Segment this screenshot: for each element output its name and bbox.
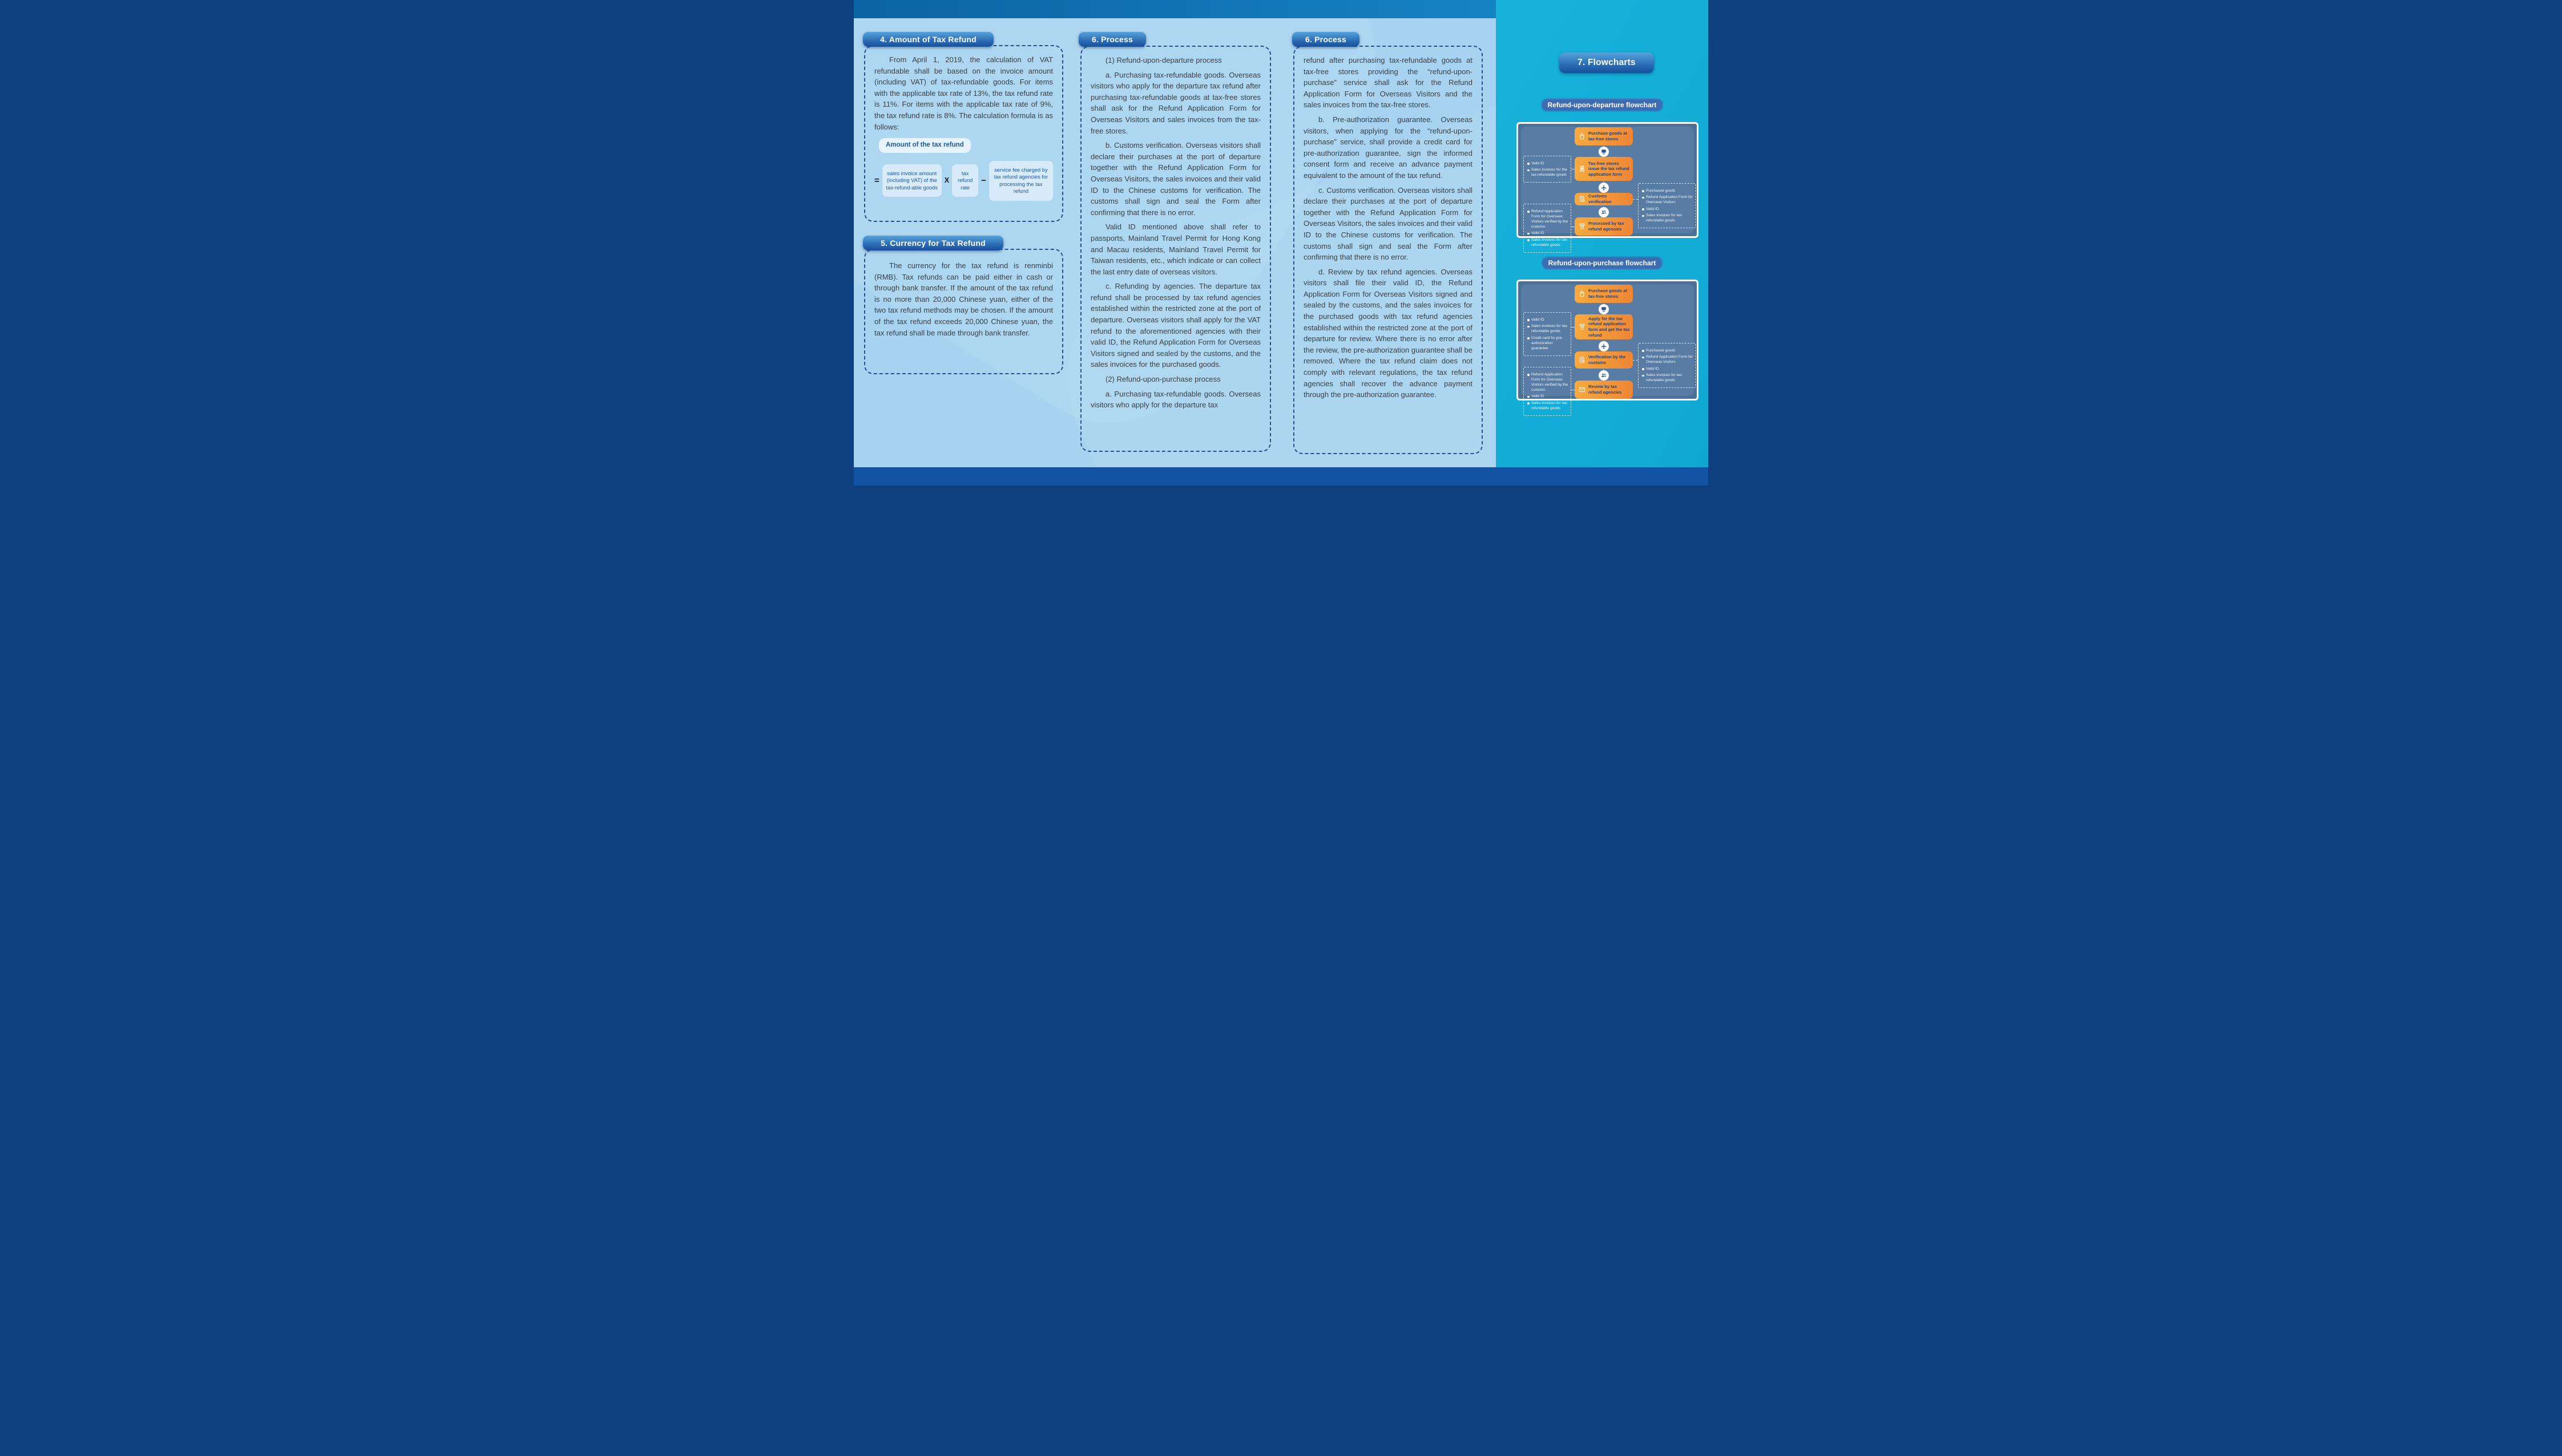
formula-label: Amount of the tax refund	[879, 138, 971, 153]
receipt-icon	[1578, 165, 1586, 173]
document-check-icon	[1578, 356, 1586, 364]
svg-text:¥: ¥	[1581, 225, 1583, 229]
flow-step: ¥ Processed by tax refund agencies	[1575, 217, 1633, 236]
section6a-title: 6. Process	[1091, 35, 1133, 44]
paragraph: c. Refunding by agencies. The departure tax refund shall be processed by tax refund agencies established within the restricted zone at the port of departure. Overseas visitors shall apply for the VAT refund to the aforementioned agencies with their valid ID, the Refund Application Form for Overseas Visitors signed and sealed by the customs, and the sales invoices for the purchased goods.	[1091, 282, 1261, 369]
section4-box	[864, 45, 1063, 222]
section5-box	[864, 249, 1063, 374]
section5-body: The currency for the tax refund is renminbi (RMB). Tax refunds can be paid either in cash or through bank transfer. If the amount of the tax refund is no more than 20,000 Chinese yuan, either of the two tax refund methods may be chosen. If the amount of the tax refund exceeds 20,000 Chinese yuan, the tax refund shall be made through bank transfer.	[874, 261, 1053, 337]
flowcharts-column	[1496, 0, 1708, 467]
paragraph: a. Purchasing tax-refundable goods. Overseas visitors who apply for the departure tax refund after purchasing tax-refundable goods at tax-free stores shall ask for the Refund Application Form for Overseas Visitors and sales invoices from the tax-free stores.	[1091, 70, 1261, 135]
people-icon	[1599, 207, 1609, 217]
paragraph: c. Customs verification. Overseas visitors shall declare their purchases at the port of departure together with the Refund Application Form for Overseas Visitors, the sales invoices and their valid ID to the Chinese customs for verification. The customs shall sign and seal the Form after confirming that there is no error.	[1304, 185, 1473, 262]
section7-heading	[1559, 52, 1654, 73]
bottom-band	[854, 467, 1708, 486]
flow-step: Review by tax refund agencies	[1575, 381, 1633, 399]
flow-note: Valid ID Sales invoices for tax-refundable goods Credit card for pre-authorization guarantee	[1523, 312, 1571, 356]
flowchart-departure	[1516, 122, 1698, 248]
section5-heading	[863, 236, 1003, 250]
section4-title: 4. Amount of Tax Refund	[880, 35, 977, 44]
paragraph: a. Purchasing tax-refundable goods. Overseas visitors who apply for the departure tax	[1091, 389, 1261, 410]
formula-box-service-fee: service fee charged by tax refund agencies for processing the tax refund	[989, 161, 1053, 201]
shopping-bag-icon	[1578, 132, 1586, 140]
flow-note: Refund Application Form for Overseas Visitors verified by the customs Valid ID Sales invoices for tax-refundable goods	[1523, 367, 1571, 416]
paragraph: (2) Refund-upon-purchase process	[1106, 375, 1221, 384]
formula-equals: =	[874, 175, 879, 185]
section6a-box	[1080, 46, 1271, 452]
flow-step: Tax-free stores issue the tax refund application form	[1575, 157, 1633, 181]
tax-refund-formula	[874, 161, 1053, 201]
brochure-page	[854, 0, 1708, 486]
flow-step: Purchase goods at tax-free stores	[1575, 127, 1633, 145]
formula-times: X	[944, 176, 950, 184]
airplane-icon	[1599, 183, 1609, 193]
paragraph: Valid ID mentioned above shall refer to passports, Mainland Travel Permit for Hong Kong and Macau residents, Mainland Travel Permit for Taiwan residents, etc., which indicate or can collect the last entry date of overseas visitors.	[1091, 223, 1261, 276]
paragraph: b. Pre-authorization guarantee. Overseas visitors, when applying for the “refund-upon-purchase” service, shall provide a credit card for pre-authorization guarantee, sign the informed consent form and receive an advance payment equivalent to the amount of the tax refund.	[1304, 115, 1472, 180]
section6a-heading	[1079, 32, 1146, 47]
flow-note: Purchased goods Refund Application Form for Overseas Visitors Valid ID Sales invoices for tax-refundable goods	[1638, 343, 1696, 388]
flowchart1-label: Refund-upon-departure flowchart	[1542, 99, 1663, 111]
section7-title: 7. Flowcharts	[1577, 58, 1636, 67]
atm-yen-icon	[1578, 223, 1586, 230]
flow-note: Valid ID Sales invoices for the tax-refundable goods	[1523, 156, 1571, 183]
paragraph: d. Review by tax refund agencies. Overseas visitors shall file their valid ID, the Refund Application Form for Overseas Visitors signed and sealed by the customs, and the sales invoices for the purchased goods with tax refund agencies established within the restricted zone at the port of departure for review. Where there is no error after the review, the pre-authorization guarantee shall be removed. Where the tax refund claim does not comply with relevant regulations, the tax refund agencies shall recover the advance payment through the pre-authorization guarantee.	[1304, 267, 1472, 399]
section4-heading	[863, 32, 994, 47]
monitor-icon	[1599, 304, 1609, 314]
flowchart-purchase	[1516, 280, 1698, 411]
note-connector	[1633, 360, 1638, 361]
section6b-title: 6. Process	[1305, 35, 1347, 44]
section6b-box	[1293, 46, 1483, 454]
section6b-heading	[1292, 32, 1359, 47]
section4-body: From April 1, 2019, the calculation of VAT refundable shall be based on the invoice amount (including VAT) of tax-refundable goods. For items with the applicable tax rate of 13%, the tax refund rate is 11%. For items with the applicable tax rate of 9%, the tax refund rate is 8%. The calculation formula is as follows:	[874, 55, 1053, 131]
flow-step: Purchase goods at tax-free stores	[1575, 285, 1633, 303]
flowchart2-label: Refund-upon-purchase flowchart	[1543, 257, 1662, 269]
top-band	[854, 0, 1496, 18]
people-icon	[1599, 370, 1609, 381]
flow-step: Customs verification	[1575, 193, 1633, 205]
formula-box-sales-invoice: sales invoice amount (including VAT) of the tax-refund-able goods	[882, 164, 942, 197]
formula-minus: −	[981, 175, 986, 185]
flow-note: Purchased goods Refund Application Form for Overseas Visitors Valid ID Sales invoices for tax-refundable goods	[1638, 183, 1696, 228]
paragraph: b. Customs verification. Overseas visitors shall declare their purchases at the port of departure together with the Refund Application Form for Overseas Visitors, the sales invoices and their valid ID to the Chinese customs for verification. The customs shall sign and seal the Form after confirming that there is no error.	[1091, 141, 1261, 217]
airplane-icon	[1599, 341, 1609, 351]
shopping-bag-icon	[1578, 290, 1586, 298]
document-check-icon	[1578, 195, 1586, 203]
monitor-icon	[1599, 147, 1609, 157]
note-connector	[1633, 199, 1638, 200]
flow-step: ¥ Apply for the tax refund application form and get the tax refund	[1575, 314, 1633, 339]
envelope-icon	[1578, 386, 1586, 394]
section5-title: 5. Currency for Tax Refund	[881, 238, 986, 248]
flow-step: Verification by the customs	[1575, 351, 1633, 369]
svg-text:¥: ¥	[1581, 326, 1583, 329]
paragraph: (1) Refund-upon-departure process	[1106, 56, 1222, 64]
atm-yen-icon	[1578, 323, 1586, 331]
formula-box-tax-refund-rate: tax refund rate	[952, 164, 978, 197]
paragraph: refund after purchasing tax-refundable goods at tax-free stores providing the “refund-upon-purchase” service shall ask for the Refund Application Form for Overseas Visitors and the sales invoices from the tax-free stores.	[1304, 56, 1472, 110]
flow-note: Refund Application Form for Overseas Visitors verified by the customs Valid ID Sales invoices for tax-refundable goods	[1523, 204, 1571, 253]
